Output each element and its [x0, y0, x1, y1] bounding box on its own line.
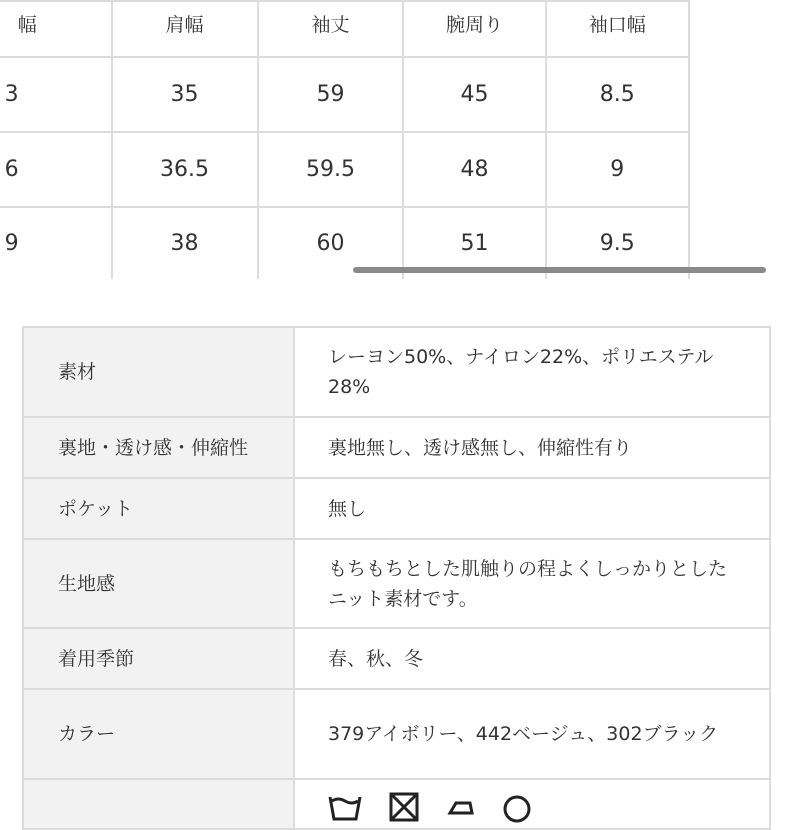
size-table-cell: 38 — [112, 207, 258, 279]
size-table-cell: 59.5 — [258, 132, 404, 207]
spec-value-care — [294, 779, 770, 829]
spec-row-color — [23, 689, 770, 779]
spec-row-fabric-feel — [23, 539, 770, 628]
wash-tub-icon — [328, 791, 362, 827]
size-table-cell: 35 — [112, 57, 258, 132]
size-table-header: 袖口幅 — [546, 1, 689, 57]
size-table-row — [0, 57, 689, 132]
size-table-row — [0, 132, 689, 207]
iron-icon — [446, 791, 476, 827]
size-table-scroll-area[interactable] — [4, 0, 770, 278]
size-table-cell: 8.5 — [546, 57, 689, 132]
size-table-header: 幅 — [0, 1, 112, 57]
spec-label: 生地感 — [23, 539, 294, 628]
size-table-cell: 48 — [403, 132, 545, 207]
spec-row-care — [23, 779, 770, 829]
horizontal-scrollbar[interactable] — [353, 267, 766, 273]
spec-value: 裏地無し、透け感無し、伸縮性有り — [294, 417, 770, 478]
size-table-header: 袖丈 — [258, 1, 404, 57]
size-table-cell: 3 — [0, 57, 112, 132]
spec-value: もちもちとした肌触りの程よくしっかりとしたニット素材です。 — [294, 539, 770, 628]
spec-row-material — [23, 327, 770, 417]
size-table-cell: 60 — [258, 207, 404, 279]
spec-label: ポケット — [23, 478, 294, 539]
spec-row-pocket — [23, 478, 770, 539]
size-table-cell: 6 — [0, 132, 112, 207]
size-table-header: 肩幅 — [112, 1, 258, 57]
spec-label: 裏地・透け感・伸縮性 — [23, 417, 294, 478]
spec-value: 無し — [294, 478, 770, 539]
care-icons — [328, 781, 735, 827]
dry-clean-icon — [502, 791, 532, 827]
size-table-cell: 45 — [403, 57, 545, 132]
size-table-cell: 9 — [546, 132, 689, 207]
spec-label: 着用季節 — [23, 628, 294, 689]
spec-label: カラー — [23, 689, 294, 779]
spec-row-lining — [23, 417, 770, 478]
spec-row-season — [23, 628, 770, 689]
spec-value: レーヨン50%、ナイロン22%、ポリエステル28% — [294, 327, 770, 417]
size-table-cell: 36.5 — [112, 132, 258, 207]
spec-label-care — [23, 779, 294, 829]
spec-value: 379アイボリー、442ベージュ、302ブラック — [294, 689, 770, 779]
spec-table — [22, 326, 771, 830]
size-table-cell: 51 — [403, 207, 545, 279]
size-table-cell: 59 — [258, 57, 404, 132]
size-table — [0, 0, 690, 279]
spec-label: 素材 — [23, 327, 294, 417]
size-table-cell: 9 — [0, 207, 112, 279]
size-table-header: 腕周り — [403, 1, 545, 57]
size-table-cell: 9.5 — [546, 207, 689, 279]
spec-value: 春、秋、冬 — [294, 628, 770, 689]
size-table-header-row — [0, 1, 689, 57]
bleach-prohibited-icon — [388, 791, 420, 827]
